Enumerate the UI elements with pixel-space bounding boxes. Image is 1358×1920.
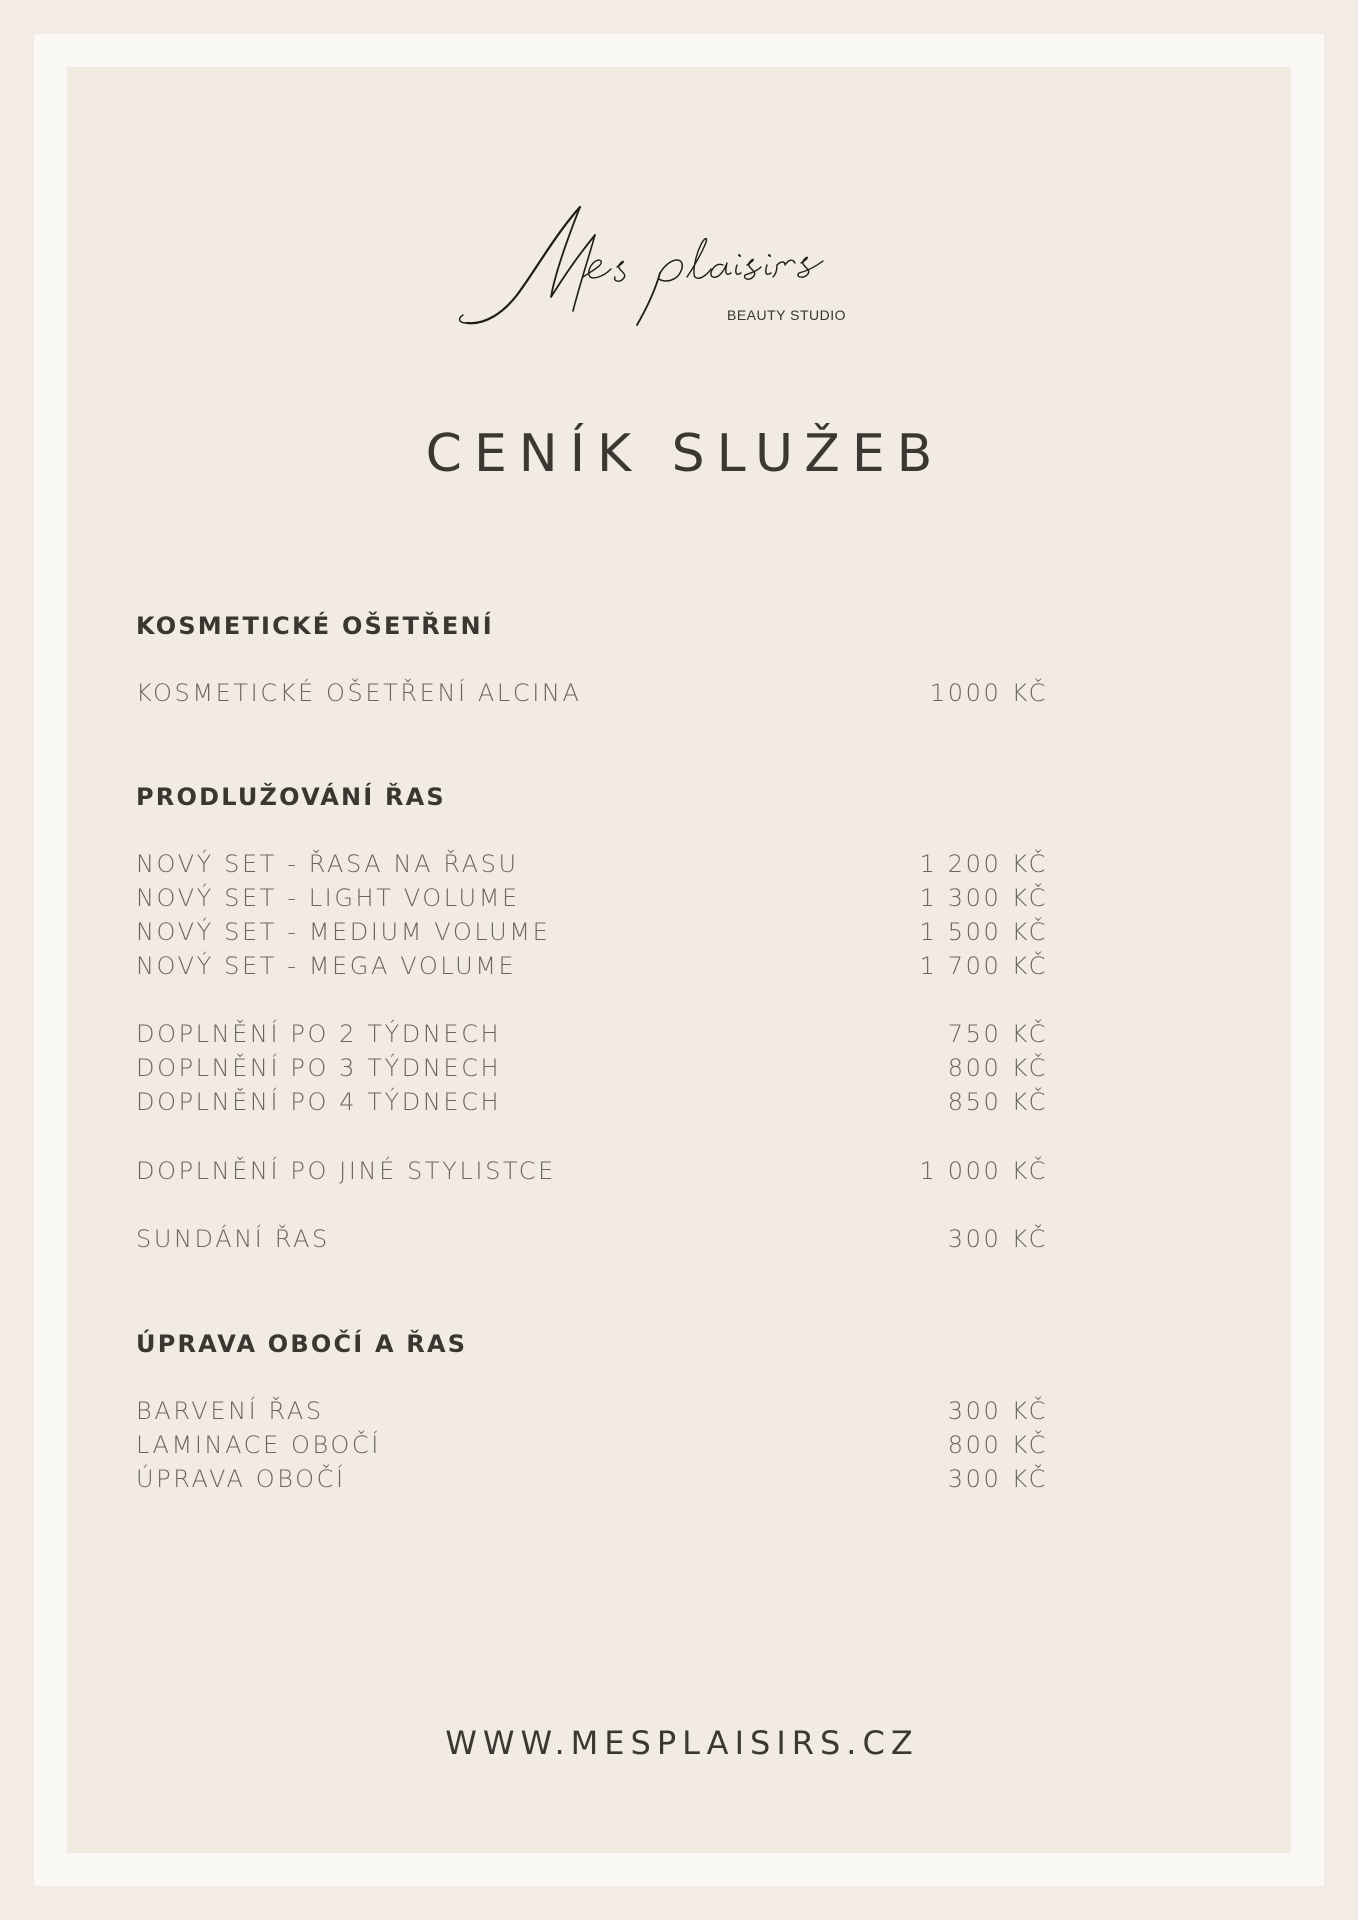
service-name: NOVÝ SET - MEDIUM VOLUME (136, 918, 551, 946)
section-heading-lash-extensions: PRODLUŽOVÁNÍ ŘAS (136, 783, 446, 811)
price-row (136, 917, 1048, 947)
service-price: 1 500 KČ (919, 918, 1048, 946)
price-row (136, 883, 1048, 913)
service-price: 1000 KČ (929, 679, 1048, 707)
service-price: 1 000 KČ (919, 1157, 1048, 1185)
service-name: LAMINACE OBOČÍ (136, 1431, 381, 1459)
service-name: NOVÝ SET - ŘASA NA ŘASU (136, 850, 519, 878)
service-price: 1 200 KČ (919, 850, 1048, 878)
service-name: BARVENÍ ŘAS (136, 1397, 324, 1425)
price-row (136, 951, 1048, 981)
service-price: 300 KČ (947, 1397, 1048, 1425)
service-name: NOVÝ SET - LIGHT VOLUME (136, 884, 520, 912)
service-price: 800 KČ (947, 1431, 1048, 1459)
service-name: KOSMETICKÉ OŠETŘENÍ ALCINA (136, 679, 582, 707)
service-price: 750 KČ (947, 1020, 1048, 1048)
price-row (136, 1464, 1048, 1494)
price-row (136, 1224, 1048, 1254)
service-price: 300 KČ (947, 1465, 1048, 1493)
brand-logo (455, 195, 855, 345)
price-row (136, 1430, 1048, 1460)
page-title: CENÍK SLUŽEB (425, 424, 945, 484)
price-row (136, 1053, 1048, 1083)
service-name: NOVÝ SET - MEGA VOLUME (136, 952, 517, 980)
service-price: 850 KČ (947, 1088, 1048, 1116)
service-price: 1 300 KČ (919, 884, 1048, 912)
service-price: 300 KČ (947, 1225, 1048, 1253)
section-heading-brows-lashes: ÚPRAVA OBOČÍ A ŘAS (136, 1330, 468, 1358)
service-name: DOPLNĚNÍ PO 4 TÝDNECH (136, 1088, 502, 1116)
price-row (136, 678, 1048, 708)
logo-subtitle: BEAUTY STUDIO (727, 307, 847, 323)
price-row (136, 1156, 1048, 1186)
service-name: ÚPRAVA OBOČÍ (136, 1465, 346, 1493)
service-name: DOPLNĚNÍ PO JINÉ STYLISTCE (136, 1157, 556, 1185)
price-row (136, 1396, 1048, 1426)
service-price: 800 KČ (947, 1054, 1048, 1082)
section-heading-cosmetics: KOSMETICKÉ OŠETŘENÍ (136, 612, 494, 640)
website-url: WWW.MESPLAISIRS.CZ (445, 1724, 919, 1762)
service-name: DOPLNĚNÍ PO 3 TÝDNECH (136, 1054, 502, 1082)
price-row (136, 1087, 1048, 1117)
service-name: SUNDÁNÍ ŘAS (136, 1225, 330, 1253)
price-row (136, 1019, 1048, 1049)
service-price: 1 700 KČ (919, 952, 1048, 980)
service-name: DOPLNĚNÍ PO 2 TÝDNECH (136, 1020, 502, 1048)
price-row (136, 849, 1048, 879)
